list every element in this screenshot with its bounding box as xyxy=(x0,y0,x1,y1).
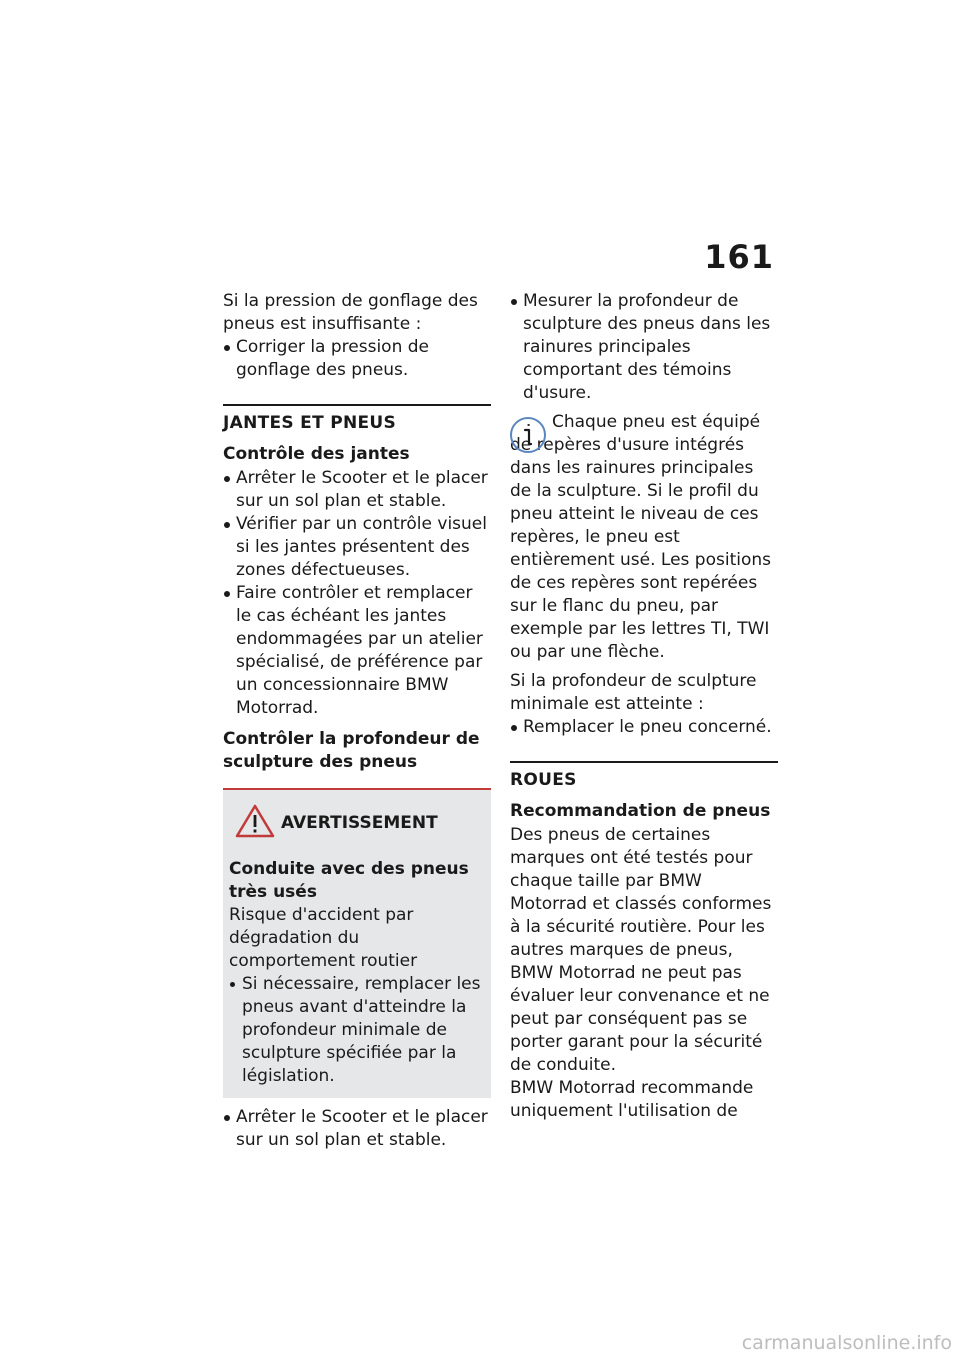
section-title-jantes: JANTES ET PNEUS xyxy=(223,413,397,433)
info-text: Chaque pneu est équipé de repères d'usure intégrés dans les rainures principales de la sculpture. Si le profil du pneu atteint le niveau de ces repères, le pneu est entièrement usé. Les positions de ces repères sont repérées sur le flanc du pneu, par exemple par les lettres TI, TWI ou par une flèche. xyxy=(510,412,772,662)
subsection-title-controle-jantes: Contrôle des jantes xyxy=(223,444,410,464)
warning-bullet-list xyxy=(229,973,483,1088)
after-warning-bullet-list xyxy=(223,1106,491,1152)
list-item: Remplacer le pneu concerné. xyxy=(510,716,778,739)
subsection-title-recommandation: Recommandation de pneus xyxy=(510,801,771,821)
list-item: Corriger la pression de gonflage des pneus. xyxy=(223,336,491,382)
min-depth-bullet-list xyxy=(510,716,778,739)
subsection-title-profondeur: Contrôler la profondeur de sculpture des pneus xyxy=(223,729,480,772)
page-number: 161 xyxy=(704,238,774,276)
left-column xyxy=(223,290,491,1152)
right-column xyxy=(510,290,778,1123)
list-item: Arrêter le Scooter et le placer sur un sol plan et stable. xyxy=(223,1106,491,1152)
min-depth-text: Si la profondeur de sculpture minimale est atteinte : xyxy=(510,671,757,714)
warning-label: AVERTISSEMENT xyxy=(281,813,438,833)
warning-box xyxy=(223,788,491,1098)
recommendation-paragraph: Des pneus de certaines marques ont été testés pour chaque taille par BMW Motorrad et classés conformes à la sécurité routière. Pour les autres marques de pneus, BMW Motorrad ne peut pas évaluer leur convenance et ne peut par conséquent pas se porter garant pour la sécurité de conduite. xyxy=(510,825,772,1075)
intro-bullet-list xyxy=(223,336,491,382)
list-item: Vérifier par un contrôle visuel si les jantes présentent des zones défectueuses. xyxy=(223,513,491,582)
info-note xyxy=(510,411,778,664)
list-item: Arrêter le Scooter et le placer sur un sol plan et stable. xyxy=(223,467,491,513)
list-item: Mesurer la profondeur de sculpture des pneus dans les rainures principales comportant des témoins d'usure. xyxy=(510,290,778,405)
list-item: Faire contrôler et remplacer le cas échéant les jantes endommagées par un atelier spécialisé, de préférence par un concessionnaire BMW Motorrad. xyxy=(223,582,491,720)
warning-triangle-icon xyxy=(235,804,275,842)
jantes-bullet-list xyxy=(223,467,491,720)
warning-header xyxy=(229,804,483,842)
warning-subtitle: Conduite avec des pneus très usés xyxy=(229,859,469,902)
list-item: Si nécessaire, remplacer les pneus avant d'atteindre la profondeur minimale de sculpture spécifiée par la législation. xyxy=(229,973,483,1088)
intro-text: Si la pression de gonflage des pneus est insuffisante : xyxy=(223,291,478,334)
info-icon xyxy=(508,415,548,459)
section-divider xyxy=(223,404,491,406)
recommendation-paragraph-2: BMW Motorrad recommande uniquement l'utilisation de xyxy=(510,1078,754,1121)
section-title-roues: ROUES xyxy=(510,770,577,790)
mesurer-bullet-list xyxy=(510,290,778,405)
warning-text: Risque d'accident par dégradation du comportement routier xyxy=(229,905,418,971)
watermark: carmanualsonline.info xyxy=(741,1332,952,1354)
section-divider xyxy=(510,761,778,763)
